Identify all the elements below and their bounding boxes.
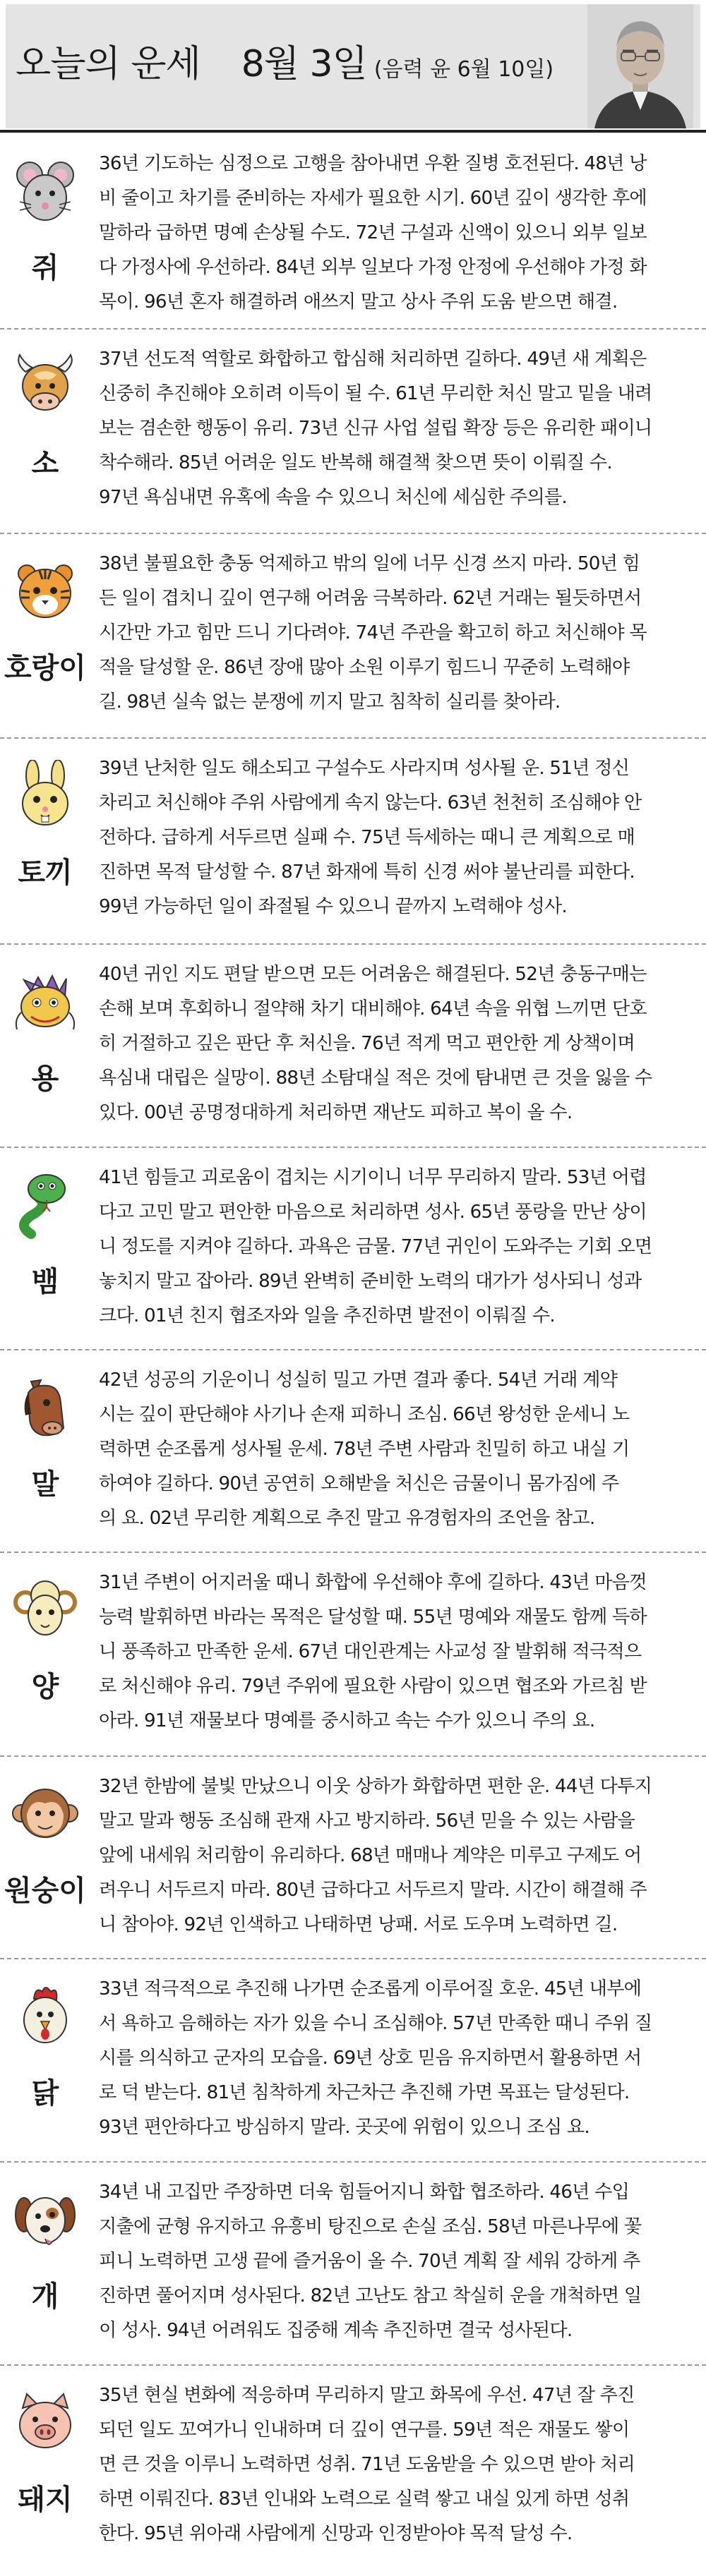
title-text: 오늘의 운세 xyxy=(16,43,201,85)
zodiac-row-tiger xyxy=(0,534,706,739)
fortune-line: 아라. 91년 재물보다 명예를 중시하고 속는 수가 있으니 주의 요. xyxy=(99,1710,595,1731)
fortune-line: 니 참아야. 92년 인색하고 나태하면 낭패. 서로 도우며 노력하면 길. xyxy=(99,1914,618,1935)
animal-name: 말 xyxy=(31,1468,59,1501)
fortune-line: 41년 힘들고 괴로움이 겹치는 시기이니 너무 무리하지 말라. 53년 어렵 xyxy=(99,1167,647,1188)
rooster-icon xyxy=(10,1981,80,2051)
snake-icon xyxy=(10,1169,80,1240)
fortune-line: 이 성사. 94년 어려워도 집중해 계속 추진하면 결국 성사된다. xyxy=(99,2320,573,2341)
fortune-line: 보는 겸손한 행동이 유리. 73년 신규 사업 설립 확장 등은 유리한 패이니 xyxy=(99,418,652,439)
header xyxy=(6,4,700,128)
fortune-line: 착수해라. 85년 어려운 일도 반복해 해결책 찾으면 뜻이 이뤄질 수. xyxy=(99,452,612,473)
fortune-line: 시는 깊이 판단해야 사기나 손재 피하니 조심. 66년 왕성한 운세니 노 xyxy=(99,1404,630,1425)
sheep-icon xyxy=(10,1574,80,1645)
fortune-line: 손해 보며 후회하니 절약해 차기 대비해야. 64년 속을 위협 느끼면 단호 xyxy=(99,998,647,1020)
animal-name: 토끼 xyxy=(18,857,73,889)
fortune-line: 피니 노력하면 고생 끝에 즐거움이 올 수. 70년 계획 잘 세워 강하게 추 xyxy=(99,2251,640,2272)
fortune-line: 신중히 추진해야 오히려 이득이 될 수. 61년 무리한 처신 말고 밑을 내려 xyxy=(99,383,652,404)
fortune-text xyxy=(99,342,700,515)
fortune-line: 39년 난처한 일도 해소되고 구설수도 사라지며 성사될 운. 51년 정신 xyxy=(99,758,630,779)
zodiac-row-monkey xyxy=(0,1757,706,1959)
fortune-line: 36년 기도하는 심정으로 고행을 참아내면 우환 질병 호전된다. 48년 낭 xyxy=(99,153,647,174)
fortune-line: 38년 불필요한 충동 억제하고 밖의 일에 너무 신경 쓰지 마라. 50년 힘 xyxy=(99,553,640,574)
lunar-date: (음력 윤 6월 10일) xyxy=(373,57,554,82)
animal-column xyxy=(0,2366,90,2572)
fortune-text xyxy=(99,1363,700,1536)
fortune-line: 길. 98년 실속 없는 분쟁에 끼지 말고 침착히 실리를 찾아라. xyxy=(99,691,561,713)
fortune-line: 99년 가능하던 일이 좌절될 수 있으니 끝까지 노력해야 성사. xyxy=(99,896,567,917)
animal-name: 호랑이 xyxy=(4,652,86,684)
fortune-text xyxy=(99,1161,700,1334)
dog-icon xyxy=(10,2184,80,2254)
fortune-text xyxy=(99,1566,700,1739)
fortune-line: 97년 욕심내면 유혹에 속을 수 있으니 처신에 세심한 주의를. xyxy=(99,487,567,508)
fortune-line: 다 가정사에 우선하라. 84년 외부 일보다 가정 안정에 우선해야 가정 화 xyxy=(99,257,647,278)
fortune-line: 능력 발휘하면 바라는 목적은 달성할 때. 55년 명예와 재물도 함께 득하 xyxy=(99,1607,647,1628)
animal-name: 원숭이 xyxy=(4,1875,86,1907)
animal-name: 개 xyxy=(31,2280,59,2313)
animal-name: 용 xyxy=(31,1063,59,1095)
animal-column xyxy=(0,739,90,943)
fortune-line: 42년 성공의 기운이니 성실히 밀고 가면 결과 좋다. 54년 거래 계약 xyxy=(99,1369,618,1391)
fortune-line: 놓치지 말고 잡아라. 89년 완벽히 준비한 노력의 대가가 성사되니 성과 xyxy=(99,1271,642,1292)
animal-column xyxy=(0,534,90,737)
animal-column xyxy=(0,1553,90,1755)
fortune-line: 로 처신해야 유리. 79년 주위에 필요한 사람이 있으면 협조와 가르침 받 xyxy=(99,1676,647,1697)
page-title xyxy=(16,34,554,87)
fortune-text xyxy=(99,147,700,320)
fortune-line: 31년 주변이 어지러울 때니 화합에 우선해야 후에 길하다. 43년 마음껏 xyxy=(99,1572,647,1593)
animal-column xyxy=(0,1148,90,1349)
fortune-line: 서 욕하고 음해하는 자가 있을 수니 조심해야. 57년 만족한 때니 주위 질 xyxy=(99,2013,652,2034)
ox-icon xyxy=(10,351,80,421)
animal-column xyxy=(0,134,90,328)
fortune-text xyxy=(99,1770,700,1942)
fortune-text xyxy=(99,547,700,720)
fortune-line: 욕심내 대립은 실망이. 88년 소탐대실 적은 것에 탐내면 큰 것을 잃을 수 xyxy=(99,1068,652,1089)
fortune-line: 니 풍족하고 만족한 운세. 67년 대인관계는 사교성 잘 발휘해 적극적으 xyxy=(99,1641,642,1662)
fortune-line: 34년 내 고집만 주장하면 더욱 힘들어지니 화합 협조하라. 46년 수입 xyxy=(99,2182,630,2203)
zodiac-row-dragon xyxy=(0,945,706,1148)
fortune-line: 든 일이 겹치니 깊이 연구해 어려움 극복하라. 62년 거래는 될듯하면서 xyxy=(99,588,642,609)
animal-column xyxy=(0,945,90,1147)
fortune-line: 말하라 급하면 명예 손상될 수도. 72년 구설과 신액이 있으니 외부 일보 xyxy=(99,222,647,243)
animal-column xyxy=(0,2163,90,2364)
fortune-line: 목이. 96년 혼자 해결하려 애쓰지 말고 상사 주위 도움 받으면 해결. xyxy=(99,291,618,313)
animal-name: 소 xyxy=(31,447,59,480)
fortune-line: 니 정도를 지켜야 길하다. 과욕은 금물. 77년 귀인이 도와주는 기회 오면 xyxy=(99,1236,652,1257)
header-divider xyxy=(0,130,706,133)
monkey-icon xyxy=(10,1778,80,1849)
fortune-line: 전하다. 급하게 서두르면 실패 수. 75년 득세하는 때니 큰 계획으로 매 xyxy=(99,827,635,848)
animal-column xyxy=(0,1959,90,2161)
fortune-line: 로 덕 받는다. 81년 침착하게 차근차근 추진해 가면 목표는 달성된다. xyxy=(99,2082,630,2103)
author-portrait xyxy=(587,4,693,128)
fortune-text xyxy=(99,2378,700,2551)
fortune-line: 하면 이뤄진다. 83년 인내와 노력으로 실력 쌓고 내실 있게 하면 성취 xyxy=(99,2489,630,2510)
zodiac-row-horse xyxy=(0,1350,706,1553)
zodiac-row-sheep xyxy=(0,1553,706,1757)
fortune-line: 차리고 처신해야 주위 사람에게 속지 않는다. 63년 천천히 조심해야 안 xyxy=(99,792,642,814)
rat-icon xyxy=(10,155,80,226)
fortune-line: 40년 귀인 지도 편달 받으면 모든 어려움은 해결된다. 52년 충동구매는 xyxy=(99,964,647,985)
portrait-image xyxy=(587,4,693,128)
fortune-line: 지출에 균형 유지하고 유흥비 탕진으로 손실 조심. 58년 마른나무에 꽃 xyxy=(99,2216,642,2237)
horse-icon xyxy=(10,1372,80,1442)
fortune-line: 시간만 가고 힘만 드니 기다려야. 74년 주관을 확고히 하고 처신해야 목 xyxy=(99,622,647,643)
fortune-text xyxy=(99,957,700,1130)
fortune-text xyxy=(99,751,700,924)
zodiac-row-dog xyxy=(0,2163,706,2366)
fortune-line: 면 큰 것을 이루니 노력하면 성취. 71년 도움받을 수 있으면 받아 처리 xyxy=(99,2454,635,2475)
fortune-line: 37년 선도적 역할로 화합하고 합심해 처리하면 길하다. 49년 새 계획은 xyxy=(99,349,647,370)
dragon-icon xyxy=(10,966,80,1036)
fortune-text xyxy=(99,1972,700,2145)
fortune-line: 진하면 풀어지며 성사된다. 82년 고난도 참고 착실히 운을 개척하면 일 xyxy=(99,2285,642,2306)
pig-icon xyxy=(10,2387,80,2457)
zodiac-row-rabbit xyxy=(0,739,706,945)
zodiac-row-ox xyxy=(0,329,706,534)
fortune-line: 한다. 95년 위아래 사람에게 신망과 인정받아야 목적 달성 수. xyxy=(99,2523,573,2544)
animal-column xyxy=(0,1350,90,1552)
fortune-line: 히 거절하고 깊은 판단 후 처신을. 76년 적게 먹고 편안한 게 상책이며 xyxy=(99,1033,635,1054)
zodiac-row-rooster xyxy=(0,1959,706,2163)
animal-name: 닭 xyxy=(31,2077,59,2110)
rabbit-icon xyxy=(10,760,80,830)
tiger-icon xyxy=(10,555,80,626)
fortune-line: 시를 의식하고 군자의 모습을. 69년 상호 믿음 유지하면서 활용하면 서 xyxy=(99,2048,642,2069)
animal-name: 양 xyxy=(31,1671,59,1703)
fortune-line: 93년 편안하다고 방심하지 말라. 곳곳에 위험이 있으니 조심 요. xyxy=(99,2117,590,2138)
zodiac-row-pig xyxy=(0,2366,706,2572)
fortune-line: 진하면 목적 달성할 수. 87년 화재에 특히 신경 써야 불난리를 피한다. xyxy=(99,861,635,883)
fortune-line: 앞에 내세워 처리함이 유리하다. 68년 매매나 계약은 미루고 구제도 어 xyxy=(99,1845,642,1866)
fortune-line: 하여야 길하다. 90년 공연히 오해받을 처신은 금물이니 몸가짐에 주 xyxy=(99,1473,619,1494)
fortune-line: 다고 고민 말고 편안한 마음으로 처리하면 성사. 65년 풍랑을 만난 상이 xyxy=(99,1202,647,1223)
animal-column xyxy=(0,1757,90,1958)
zodiac-row-rat xyxy=(0,134,706,329)
fortune-line: 있다. 00년 공명정대하게 처리하면 재난도 피하고 복이 올 수. xyxy=(99,1102,573,1123)
animal-name: 뱀 xyxy=(31,1266,59,1298)
fortune-line: 적을 달성할 운. 86년 장애 많아 소원 이루기 힘드니 꾸준히 노력해야 xyxy=(99,657,630,678)
fortune-line: 33년 적극적으로 추진해 나가면 순조롭게 이루어질 호운. 45년 내부에 xyxy=(99,1978,642,2000)
fortune-line: 비 줄이고 차기를 준비하는 자세가 필요한 시기. 60년 깊이 생각한 후에 xyxy=(99,188,647,209)
fortune-line: 35년 현실 변화에 적응하며 무리하지 말고 화목에 우선. 47년 잘 추진 xyxy=(99,2385,635,2406)
animal-name: 쥐 xyxy=(31,252,59,284)
fortune-line: 말고 말과 행동 조심해 관재 사고 방지하라. 56년 믿을 수 있는 사람을 xyxy=(99,1810,635,1832)
fortune-line: 32년 한밤에 불빛 만났으니 이웃 상하가 화합하면 편한 운. 44년 다투지 xyxy=(99,1776,652,1797)
animal-name: 돼지 xyxy=(18,2484,73,2516)
animal-column xyxy=(0,329,90,533)
zodiac-row-snake xyxy=(0,1148,706,1350)
fortune-line: 려우니 서두르지 마라. 80년 급하다고 서두르지 말라. 시간이 해결해 주 xyxy=(99,1880,647,1901)
date-text: 8월 3일 xyxy=(241,43,367,85)
fortune-line: 력하면 순조롭게 성사될 운세. 78년 주변 사람과 친밀히 하고 내실 기 xyxy=(99,1439,630,1460)
fortune-line: 되던 일도 꼬여가니 인내하며 더 깊이 연구를. 59년 적은 재물도 쌓이 xyxy=(99,2419,630,2441)
fortune-line: 크다. 01년 친지 협조자와 일을 추진하면 발전이 이뤄질 수. xyxy=(99,1305,555,1326)
fortune-text xyxy=(99,2175,700,2348)
fortune-line: 의 요. 02년 무리한 계획으로 추진 말고 유경험자의 조언을 참고. xyxy=(99,1508,595,1529)
